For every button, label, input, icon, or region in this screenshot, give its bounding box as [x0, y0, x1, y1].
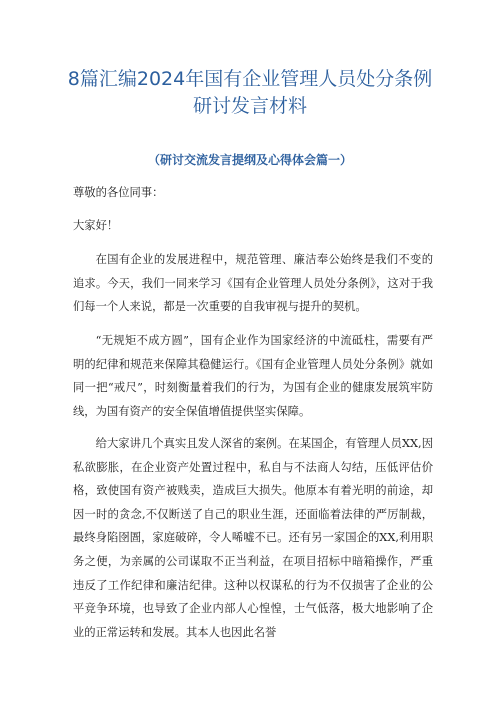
salutation: 尊敬的各位同事： — [73, 186, 164, 199]
paragraph-2: “无规矩不成方圆”，国有企业作为国家经济的中流砥柱，需要有严明的纪律和规范来保障其稳健运行。《国有企业管理人员处分条例》就如同一把“戒尺”，时刻衡量着我们的行为，为国有企业的健康发展筑牢防线，为国有资产的安全保值增值提供坚实保障。 — [73, 334, 433, 418]
paragraph-3: 给大家讲几个真实且发人深省的案例。在某国企，有管理人员XX,因私欲膨胀，在企业资产处置过程中，私自与不法商人勾结，压低评估价格，致使国有资产被贱卖，造成巨大损失。他原本有着光明的前途，却因一时的贪念,不仅断送了自己的职业生涯，还面临着法律的严厉制裁，最终身陷囹圄，家庭破碎，令人唏嘘不已。还有另一家国企的XX,利用职务之便，为亲属的公司谋取不正当利益，在项目招标中暗箱操作，严重违反了工作纪律和廉洁纪律。这种以权谋私的行为不仅损害了企业的公平竞争环境，也导致了企业内部人心惶惶，士气低落，极大地影响了企业的正常运转和发展。其本人也因此名誉 — [73, 437, 433, 639]
paragraph-1: 在国有企业的发展进程中，规范管理、廉洁奉公始终是我们不变的追求。今天，我们一同来学习《国有企业管理人员处分条例》，这对于我们每一个人来说，都是一次重要的自我审视与提升的契机。 — [73, 253, 433, 314]
document-title: 8篇汇编2024年国有企业管理人员处分条例研讨发言材料 — [67, 68, 433, 117]
document-subtitle: （研讨交流发言提纲及心得体会篇一） — [147, 153, 352, 167]
greeting: 大家好！ — [73, 219, 119, 232]
